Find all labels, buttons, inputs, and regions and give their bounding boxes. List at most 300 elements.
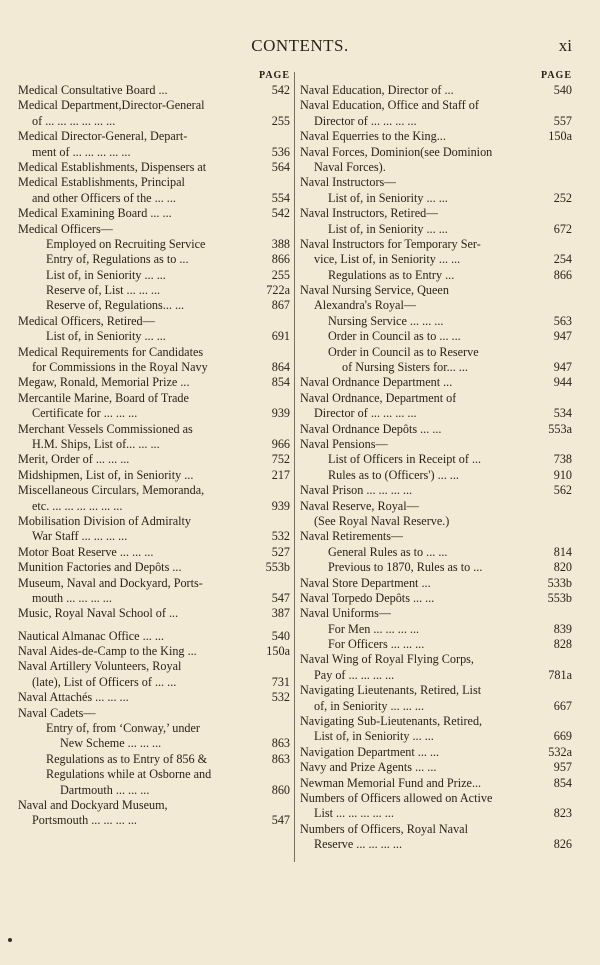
entry-line: [328, 268, 572, 283]
entry-page-number: 553b: [265, 560, 290, 575]
entry-text: of Nursing Sisters for... ...: [342, 360, 468, 375]
entry-page-number: 854: [271, 375, 290, 390]
entry-page-number: 547: [271, 590, 290, 605]
entry-line: [18, 160, 290, 175]
index-entry: [300, 314, 572, 329]
entry-text: Merchant Vessels Commissioned as: [18, 421, 193, 436]
entry-text: Naval Attachés ... ... ...: [18, 690, 129, 705]
left-column: [18, 70, 290, 829]
entry-line: [46, 329, 290, 344]
index-entry: [18, 576, 290, 607]
entry-page-number: 839: [553, 621, 572, 636]
entry-line: [300, 806, 572, 821]
entry-text: Regulations as to Entry of 856 &: [46, 751, 208, 766]
entry-line: [328, 191, 572, 206]
entry-line: [300, 606, 572, 621]
entry-line: [300, 175, 572, 190]
index-entry: [300, 652, 572, 683]
entry-line: [300, 529, 572, 544]
entry-page-number: 947: [553, 329, 572, 344]
entry-page-number: 554: [271, 190, 290, 205]
index-entry: [18, 629, 290, 644]
entry-text: Portsmouth ... ... ... ...: [32, 813, 137, 828]
entry-line: [18, 391, 290, 406]
entry-line: [18, 314, 290, 329]
entry-page-number: 752: [271, 452, 290, 467]
entry-text: Employed on Recruiting Service: [46, 236, 206, 251]
entry-text: (late), List of Officers of ... ...: [32, 674, 177, 689]
entry-page-number: 254: [553, 252, 572, 267]
entry-text: Regulations while at Osborne and: [46, 767, 212, 782]
entry-page-number: 731: [271, 674, 290, 689]
entry-text: Medical Requirements for Candidates: [18, 344, 204, 359]
entry-text: Megaw, Ronald, Memorial Prize ...: [18, 375, 190, 390]
entry-text: Director of ... ... ... ...: [314, 113, 417, 128]
index-entry: [18, 644, 290, 659]
entry-line: [300, 283, 572, 298]
index-entry: [300, 822, 572, 853]
entry-page-number: 944: [553, 375, 572, 390]
entry-page-number: 540: [553, 83, 572, 97]
entry-line: [46, 736, 290, 751]
page-header: [0, 36, 600, 58]
entry-line: [300, 760, 572, 775]
entry-page-number: 532: [271, 690, 290, 705]
index-entry: [18, 298, 290, 313]
entry-page-number: 553b: [547, 590, 572, 605]
entry-text: Dartmouth ... ... ...: [60, 782, 150, 797]
entry-text: Naval Instructors for Temporary Ser-: [300, 236, 481, 251]
entry-line: [18, 560, 290, 575]
entry-line: [328, 468, 572, 483]
entry-text: ment of ... ... ... ... ...: [32, 144, 131, 159]
index-entry: [300, 237, 572, 268]
entry-line: [46, 767, 290, 782]
entry-text: Numbers of Officers allowed on Active: [300, 790, 493, 805]
entry-text: New Scheme ... ... ...: [60, 736, 162, 751]
right-column: [300, 70, 572, 853]
entry-text: Order in Council as to Reserve: [328, 344, 479, 359]
index-entry: [300, 268, 572, 283]
entry-text: List of, in Seniority ... ...: [314, 729, 434, 744]
entry-text: Naval Retirements—: [300, 529, 404, 544]
index-entry: [300, 129, 572, 144]
entry-page-number: 722a: [266, 283, 290, 298]
entry-page-number: 667: [553, 698, 572, 713]
index-entry: [300, 98, 572, 129]
entry-page-number: 957: [553, 760, 572, 775]
index-entry: [300, 576, 572, 591]
index-entry: [18, 721, 290, 752]
entry-line: [328, 314, 572, 329]
entry-page-number: 669: [553, 729, 572, 744]
entry-page-number: 255: [271, 267, 290, 282]
entry-text: Director of ... ... ... ...: [314, 406, 417, 421]
entry-text: Rules as to (Officers') ... ...: [328, 467, 459, 482]
entry-line: [18, 222, 290, 237]
index-entry: [18, 606, 290, 621]
entry-line: [300, 160, 572, 175]
section-gap: [18, 622, 290, 629]
page-number: xi: [558, 36, 572, 55]
entry-line: [18, 345, 290, 360]
entry-line: [300, 714, 572, 729]
entry-line: [18, 114, 290, 129]
index-entry: [300, 714, 572, 745]
index-entry: [18, 237, 290, 252]
entry-line: [18, 483, 290, 498]
index-entry: [300, 329, 572, 344]
entry-line: [300, 745, 572, 760]
index-entry: [18, 314, 290, 329]
entry-line: [300, 145, 572, 160]
entry-line: [328, 452, 572, 467]
index-entry: [300, 222, 572, 237]
entry-text: Certificate for ... ... ...: [32, 406, 138, 421]
entry-text: and other Officers of the ... ...: [32, 190, 176, 205]
entry-line: [300, 776, 572, 791]
index-entry: [18, 545, 290, 560]
entry-text: Nursing Service ... ... ...: [328, 313, 444, 328]
entry-page-number: 150a: [548, 129, 572, 144]
entry-text: Music, Royal Naval School of ...: [18, 606, 179, 621]
entry-text: List of, in Seniority ... ...: [328, 221, 448, 236]
entry-page-number: 255: [271, 113, 290, 128]
entry-page-number: 823: [553, 806, 572, 821]
entry-text: etc. ... ... ... ... ... ...: [32, 498, 123, 513]
entry-page-number: 672: [553, 221, 572, 236]
entry-page-number: 860: [271, 782, 290, 797]
entry-page-number: 150a: [266, 644, 290, 659]
index-entry: [300, 622, 572, 637]
index-entry: [300, 776, 572, 791]
left-column-header: PAGE: [258, 70, 290, 81]
entry-page-number: 557: [553, 113, 572, 128]
entry-text: Naval Instructors—: [300, 175, 397, 190]
entry-line: [18, 422, 290, 437]
entry-text: Medical Examining Board ... ...: [18, 206, 172, 221]
index-entry: [18, 283, 290, 298]
entry-text: Naval Reserve, Royal—: [300, 498, 419, 513]
index-entry: [18, 391, 290, 422]
entry-text: Motor Boat Reserve ... ... ...: [18, 544, 154, 559]
entry-page-number: 553a: [548, 421, 572, 436]
entry-line: [18, 437, 290, 452]
entry-line: [46, 783, 290, 798]
entry-line: [300, 129, 572, 144]
entry-line: [300, 298, 572, 313]
index-entry: [300, 437, 572, 452]
entry-line: [46, 268, 290, 283]
entry-line: [300, 483, 572, 498]
entry-line: [300, 822, 572, 837]
entry-page-number: 562: [553, 483, 572, 498]
entry-line: [300, 98, 572, 113]
entry-line: [46, 283, 290, 298]
ink-dot: [8, 938, 12, 942]
entry-text: Numbers of Officers, Royal Naval: [300, 821, 468, 836]
entry-line: [300, 437, 572, 452]
entry-text: Medical Establishments, Principal: [18, 175, 185, 190]
entry-page-number: 532: [271, 529, 290, 544]
entry-page-number: 866: [271, 252, 290, 267]
entry-line: [18, 606, 290, 621]
entry-text: Naval Ordnance Depôts ... ...: [300, 421, 442, 436]
entry-text: Naval Torpedo Depôts ... ...: [300, 590, 435, 605]
entry-text: Reserve ... ... ... ...: [314, 837, 403, 852]
index-entry: [300, 683, 572, 714]
entry-line: [300, 499, 572, 514]
index-entry: [300, 145, 572, 176]
entry-line: [18, 591, 290, 606]
entry-page-number: 854: [553, 775, 572, 790]
index-entry: [18, 160, 290, 175]
entry-line: [18, 452, 290, 467]
entry-line: [300, 252, 572, 267]
entry-line: [300, 375, 572, 390]
entry-line: [328, 560, 572, 575]
index-entry: [18, 483, 290, 514]
index-entry: [300, 483, 572, 498]
entry-line: [328, 360, 572, 375]
entry-text: Merit, Order of ... ... ...: [18, 452, 130, 467]
entry-text: Reserve of, List ... ... ...: [46, 283, 161, 298]
entry-page-number: 863: [271, 736, 290, 751]
index-entry: [300, 529, 572, 544]
index-entry: [18, 560, 290, 575]
index-entry: [300, 560, 572, 575]
entry-text: Medical Officers, Retired—: [18, 313, 155, 328]
entry-page-number: 217: [271, 467, 290, 482]
entry-page-number: 814: [553, 544, 572, 559]
entry-text: List of Officers in Receipt of ...: [328, 452, 482, 467]
entry-line: [328, 222, 572, 237]
entry-line: [300, 237, 572, 252]
page-title: CONTENTS.: [251, 36, 349, 55]
index-entry: [18, 252, 290, 267]
left-entries: [18, 83, 290, 829]
index-entry: [300, 468, 572, 483]
entry-line: [300, 114, 572, 129]
entry-text: Medical Consultative Board ...: [18, 83, 168, 97]
entry-line: [300, 576, 572, 591]
index-entry: [18, 129, 290, 160]
entry-line: [328, 345, 572, 360]
entry-line: [18, 529, 290, 544]
index-entry: [300, 391, 572, 422]
index-entry: [18, 468, 290, 483]
entry-page-number: 540: [271, 628, 290, 643]
index-entry: [18, 98, 290, 129]
entry-line: [18, 360, 290, 375]
entry-text: Nautical Almanac Office ... ...: [18, 628, 164, 643]
entry-text: Medical Director-General, Depart-: [18, 129, 188, 144]
entry-text: Naval Prison ... ... ... ...: [300, 483, 413, 498]
entry-text: For Officers ... ... ...: [328, 637, 425, 652]
entry-line: [328, 545, 572, 560]
entry-page-number: 532a: [548, 744, 572, 759]
entry-line: [18, 514, 290, 529]
entry-page-number: 826: [553, 837, 572, 852]
index-entry: [18, 422, 290, 453]
entry-line: [18, 83, 290, 98]
entry-line: [18, 468, 290, 483]
entry-line: [18, 629, 290, 644]
entry-text: Entry of, from ‘Conway,’ under: [46, 721, 200, 736]
entry-line: [46, 721, 290, 736]
entry-page-number: 781a: [548, 667, 572, 682]
entry-line: [18, 675, 290, 690]
entry-page-number: 864: [271, 360, 290, 375]
entry-page-number: 867: [271, 298, 290, 313]
entry-page-number: 820: [553, 560, 572, 575]
entry-text: Naval and Dockyard Museum,: [18, 797, 168, 812]
index-entry: [18, 222, 290, 237]
entry-text: Newman Memorial Fund and Prize...: [300, 775, 482, 790]
index-entry: [18, 514, 290, 545]
entry-text: Pay of ... ... ... ...: [314, 667, 395, 682]
entry-text: Mobilisation Division of Admiralty: [18, 513, 191, 528]
index-entry: [300, 791, 572, 822]
entry-text: H.M. Ships, List of... ... ...: [32, 436, 160, 451]
index-entry: [300, 191, 572, 206]
entry-page-number: 387: [271, 606, 290, 621]
entry-page-number: 563: [553, 313, 572, 328]
index-entry: [18, 752, 290, 767]
entry-line: [46, 752, 290, 767]
entry-line: [18, 576, 290, 591]
entry-line: [328, 637, 572, 652]
entry-text: Naval Forces, Dominion(see Dominion: [300, 144, 493, 159]
entry-page-number: 542: [271, 83, 290, 97]
entry-text: for Commissions in the Royal Navy: [32, 360, 208, 375]
entry-page-number: 828: [553, 637, 572, 652]
entry-page-number: 564: [271, 159, 290, 174]
entry-text: of, in Seniority ... ... ...: [314, 698, 425, 713]
entry-text: General Rules as to ... ...: [328, 544, 448, 559]
index-entry: [300, 606, 572, 621]
entry-text: Naval Pensions—: [300, 436, 388, 451]
entry-page-number: 947: [553, 360, 572, 375]
index-entry: [300, 345, 572, 376]
entry-text: Naval Aides-de-Camp to the King ...: [18, 644, 197, 659]
entry-text: mouth ... ... ... ...: [32, 590, 112, 605]
entry-page-number: 863: [271, 751, 290, 766]
entry-text: (See Royal Naval Reserve.): [314, 513, 450, 528]
entry-line: [300, 422, 572, 437]
entry-text: War Staff ... ... ... ...: [32, 529, 128, 544]
entry-text: Naval Uniforms—: [300, 606, 392, 621]
entry-text: List of, in Seniority ... ...: [328, 190, 448, 205]
entry-text: Medical Department,Director-General: [18, 98, 205, 113]
entry-page-number: 866: [553, 267, 572, 282]
entry-text: Medical Officers—: [18, 221, 113, 236]
entry-text: of ... ... ... ... ... ...: [32, 113, 116, 128]
index-entry: [300, 545, 572, 560]
entry-page-number: 547: [271, 813, 290, 828]
entry-text: Naval Nursing Service, Queen: [300, 283, 449, 298]
entry-page-number: 738: [553, 452, 572, 467]
index-entry: [18, 345, 290, 376]
index-entry: [18, 798, 290, 829]
index-entry: [18, 690, 290, 705]
entry-line: [18, 406, 290, 421]
entry-line: [300, 668, 572, 683]
entry-page-number: 939: [271, 406, 290, 421]
entry-line: [18, 813, 290, 828]
entry-page-number: 252: [553, 190, 572, 205]
index-entry: [18, 375, 290, 390]
index-entry: [18, 83, 290, 98]
entry-line: [18, 191, 290, 206]
entry-text: Medical Establishments, Dispensers at: [18, 159, 207, 174]
entry-line: [300, 837, 572, 852]
entry-text: Navigation Department ... ...: [300, 744, 440, 759]
entry-line: [18, 706, 290, 721]
entry-line: [18, 690, 290, 705]
entry-page-number: 910: [553, 467, 572, 482]
entry-text: Naval Cadets—: [18, 705, 96, 720]
entry-text: Munition Factories and Depôts ...: [18, 560, 182, 575]
entry-line: [18, 659, 290, 674]
entry-page-number: 533b: [547, 575, 572, 590]
entry-text: vice, List of, in Seniority ... ...: [314, 252, 461, 267]
entry-page-number: 388: [271, 236, 290, 251]
index-entry: [18, 706, 290, 721]
index-entry: [18, 268, 290, 283]
right-column-header: PAGE: [540, 70, 572, 81]
entry-line: [18, 499, 290, 514]
index-entry: [300, 283, 572, 314]
entry-line: [300, 406, 572, 421]
entry-line: [300, 206, 572, 221]
index-entry: [300, 375, 572, 390]
entry-line: [18, 375, 290, 390]
entry-text: Entry of, Regulations as to ...: [46, 252, 189, 267]
index-entry: [18, 452, 290, 467]
entry-line: [300, 729, 572, 744]
entry-line: [18, 206, 290, 221]
index-entry: [18, 767, 290, 798]
entry-line: [328, 622, 572, 637]
entry-page-number: 966: [271, 436, 290, 451]
entry-text: List of, in Seniority ... ...: [46, 329, 166, 344]
entry-text: List ... ... ... ... ...: [314, 806, 394, 821]
index-entry: [18, 659, 290, 690]
entry-text: Naval Ordnance Department ...: [300, 375, 453, 390]
entry-text: Miscellaneous Circulars, Memoranda,: [18, 483, 205, 498]
index-entry: [300, 637, 572, 652]
entry-text: Reserve of, Regulations... ...: [46, 298, 185, 313]
index-entry: [300, 499, 572, 530]
entry-text: Naval Equerries to the King...: [300, 129, 446, 144]
entry-line: [18, 145, 290, 160]
entry-text: Museum, Naval and Dockyard, Ports-: [18, 575, 203, 590]
entry-line: [300, 591, 572, 606]
entry-line: [300, 652, 572, 667]
entry-line: [300, 514, 572, 529]
entry-text: Midshipmen, List of, in Seniority ...: [18, 467, 194, 482]
entry-text: Naval Instructors, Retired—: [300, 206, 439, 221]
entry-page-number: 527: [271, 544, 290, 559]
entry-line: [18, 545, 290, 560]
entry-text: List of, in Seniority ... ...: [46, 267, 166, 282]
entry-line: [18, 98, 290, 113]
entry-text: Order in Council as to ... ...: [328, 329, 461, 344]
entry-text: Previous to 1870, Rules as to ...: [328, 560, 483, 575]
entry-text: Naval Education, Office and Staff of: [300, 98, 479, 113]
entry-text: Naval Ordnance, Department of: [300, 390, 457, 405]
